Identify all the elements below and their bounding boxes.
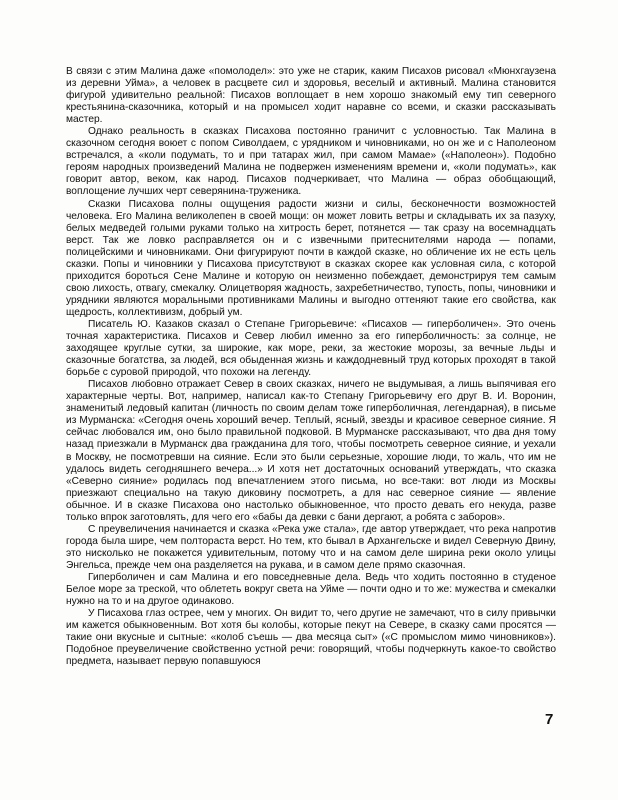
paragraph: Писахов любовно отражает Север в своих сказках, ничего не выдумывая, а лишь выпячивая его характерные черты. Вот, например, написал как-то Степану Григорьевичу его друг В. И. Воронин, знаменитый ледовый капитан (личность по своим делам тоже гиперболичная, легендарная), в письме из Мурманска: «Сегодня очень хороший вечер. Теплый, ясный, звезды и красивое северное сияние. Я сейчас любовался им, оно было правильной подковой. В Мурманске рассказывают, что два дня тому назад приезжали в Мурманск два гражданина для того, чтобы посмотреть северное сияние, и уехали в Москву, не посмотревши на сияние. Если это были серьезные, хорошие люди, то жаль, что им не удалось видеть сегодняшнего вечера...» И хотя нет достаточных оснований утверждать, что сказка «Северно сияние» родилась под впечатлением этого письма, но все-таки: вот люди из Москвы приезжают специально на такую диковину посмотреть, а для нас северное сияние — явление обычное. И в сказке Писахова оно настолько обыкновенное, что просто девать его некуда, разве только впрок заготовлять, для чего его «бабы да девки с бани дергают, а робята с заборов». [66,379,556,523]
paragraph: Писатель Ю. Казаков сказал о Степане Григорьевиче: «Писахов — гиперболичен». Это очень точная характеристика. Писахов и Север любил именно за его гиперболичность: за солнце, не заходящее круглые сутки, за широкие, как море, реки, за жестокие морозы, за вечные льды и сказочные богатства, за людей, вся обыденная жизнь и каждодневный труд которых проходят в такой борьбе с суровой природой, что похожи на легенду. [66,318,556,379]
paragraph: Однако реальность в сказках Писахова постоянно граничит с условностью. Так Малина в сказочном сегодня воюет с попом Сиволдаем, с урядником и чиновниками, но он же и с Наполеоном встречался, а «коли подумать, то и при татарах жил, при самом Мамае» («Наполеон»). Подобно героям народных произведений Малина не подвержен изменениям времени и, «коли подумать», как говорит автор, веком, как народ. Писахов подчеркивает, что Малина — образ обобщающий, воплощение лучших черт северянина-труженика. [66,126,556,198]
paragraph: В связи с этим Малина даже «помолодел»: это уже не старик, каким Писахов рисовал «Мюнхгаузена из деревни Уйма», а человек в расцвете сил и здоровья, веселый и активный. Малина становится фигурой удивительно реальной: Писахов воплощает в нем хорошо знакомый ему тип северного крестьянина-сказочника, который и на промысел ходит наравне со всеми, и сказки рассказывать мастер. [66,66,556,126]
paragraph: Гиперболичен и сам Малина и его повседневные дела. Ведь что ходить постоянно в студеное Белое море за треской, что облететь вокруг света на Уйме — почти одно и то же: мужества и смекалки нужно на то и на другое одинаково. [66,571,556,608]
article-text [66,66,556,668]
paragraph: С преувеличения начинается и сказка «Река уже стала», где автор утверждает, что река напротив города была шире, чем полтораста верст. Но тем, кто бывал в Архангельске и видел Северную Двину, это нисколько не покажется удивительным, потому что и на самом деле ширина реки около улицы Энгельса, прежде чем она разделяется на рукава, и в самом деле прямо сказочная. [66,523,556,571]
paragraph: У Писахова глаз острее, чем у многих. Он видит то, чего другие не замечают, что в силу привычки им кажется обыкновенным. Вот хотя бы колобы, которые пекут на Севере, в сказку сами просятся — такие они вкусные и сытные: «колоб съешь — два месяца сыт» («С промыслом мимо чиновников»). Подобное преувеличение свойственно устной речи: говорящий, чтобы подчеркнуть какое-то свойство предмета, называет первую попавшуюся [66,608,556,668]
page-number: 7 [545,711,554,728]
paragraph: Сказки Писахова полны ощущения радости жизни и силы, бесконечности возможностей человека. Его Малина великолепен в своей мощи: он может ловить ветры и складывать их за пазуху, белых медведей голыми руками только на хитрость берет, потянется — так сразу на восемнадцать верст. Так же ловко расправляется он и с извечными притеснителями народа — попами, полицейскими и чиновниками. Они фигурируют почти в каждой сказке, но обличение их не есть цель сказки. Попы и чиновники у Писахова присутствуют в сказках скорее как условная сила, с которой приходится бороться Сене Малине и которую он неизменно побеждает, демонстрируя тем самым свою лихость, отвагу, смекалку. Олицетворяя жадность, захребетничество, тупость, попы, чиновники и урядники являются моральными противниками Малины и выгодно оттеняют такие его свойства, как щедрость, коллективизм, добрый ум. [66,198,556,318]
